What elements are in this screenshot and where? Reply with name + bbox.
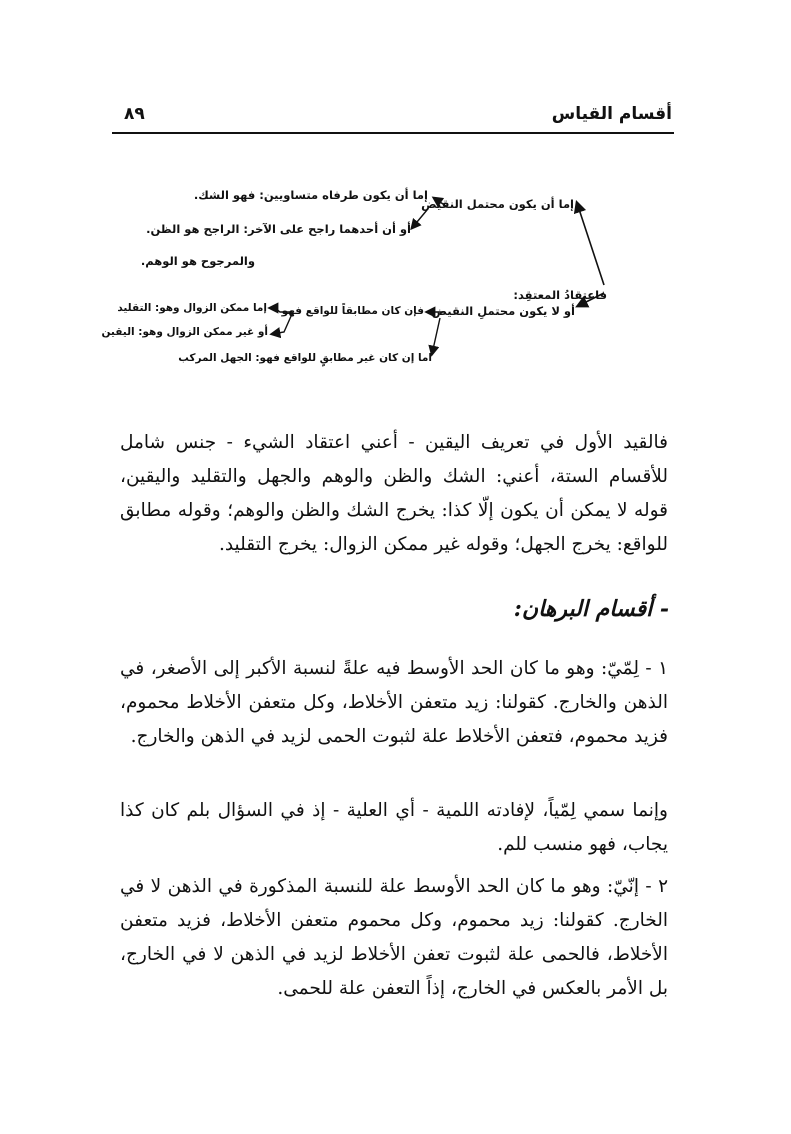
paragraph-inni: ٢ - إنّيّ: وهو ما كان الحد الأوسط علة للنسبة المذكورة في الذهن لا في الخارج. كقولنا: زيد محموم، وكل محموم متعفن الأخلاط، فزيد متعفن الأخلاط، فالحمى علة لثبوت تعفن الأخلاط لزيد في الذهن لا في الخارج، بل الأمر بالعكس في الخارج، إذاً التعفن علة للحمى. xyxy=(120,876,668,999)
diagram-branch-doubt: إما أن يكون محتمل النقيض xyxy=(421,197,574,211)
arrow-to-zann xyxy=(412,210,427,228)
diagram-yaqin: أو غير ممكن الزوال وهو: اليقين xyxy=(101,326,268,338)
arrow-root-to-doubt xyxy=(577,203,604,285)
paragraph-limmi: ١ - لِمّيّ: وهو ما كان الحد الأوسط فيه علةً لنسبة الأكبر إلى الأصغر، في الذهن والخارج. كقولنا: زيد متعفن الأخلاط، وكل متعفن الأخلاط محموم، فزيد محموم، فتعفن الأخلاط علة لثبوت الحمى لزيد في الذهن والخارج. xyxy=(120,658,668,747)
diagram-branch-certain: أو لا يكون محتملِ النقيض xyxy=(431,304,575,318)
paragraph-limmi-naming: وإنما سمي لِمّياً، لإفادته اللمية - أي العلية - إذ في السؤال بلم كان كذا يجاب، فهو منسب للم. xyxy=(120,800,668,855)
arrow-to-yaqin xyxy=(272,314,292,334)
diagram-jahl: اما إن كان غير مطابقٍ للواقع فهو: الجهل المركب xyxy=(178,352,432,364)
section-heading: - أقسام البرهان: xyxy=(513,596,669,622)
diagram-wahm: والمرجوح هو الوهم. xyxy=(140,254,255,268)
paragraph-restrictions: فالقيد الأول في تعريف اليقين - أعني اعتقاد الشيء - جنس شامل للأقسام الستة، أعني: الشك والظن والوهم والجهل والتقليد واليقين، قوله لا يمكن أن يكون إلّا كذا: يخرج الشك والظن والوهم؛ وقوله مطابق للواقع: يخرج الجهل؛ وقوله غير ممكن الزوال: يخرج التقليد. xyxy=(120,432,668,555)
diagram-matching: فإن كان مطابقاً للواقع فهو xyxy=(281,305,424,317)
diagram-shakk: إما أن يكون طرفاه متساويين: فهو الشك. xyxy=(193,188,428,202)
diagram-root: فاعتقادُ المعتقِد: xyxy=(513,288,607,302)
page-number: ٨٩ xyxy=(124,104,145,124)
arrow-to-jahl xyxy=(432,318,440,354)
diagram-taqlid: إما ممكن الزوال وهو: التقليد xyxy=(117,302,267,314)
header-title: أقسام القياس xyxy=(551,104,672,124)
diagram-zann: أو أن أحدهما راجح على الآخر: الراجح هو الظن. xyxy=(146,222,411,236)
